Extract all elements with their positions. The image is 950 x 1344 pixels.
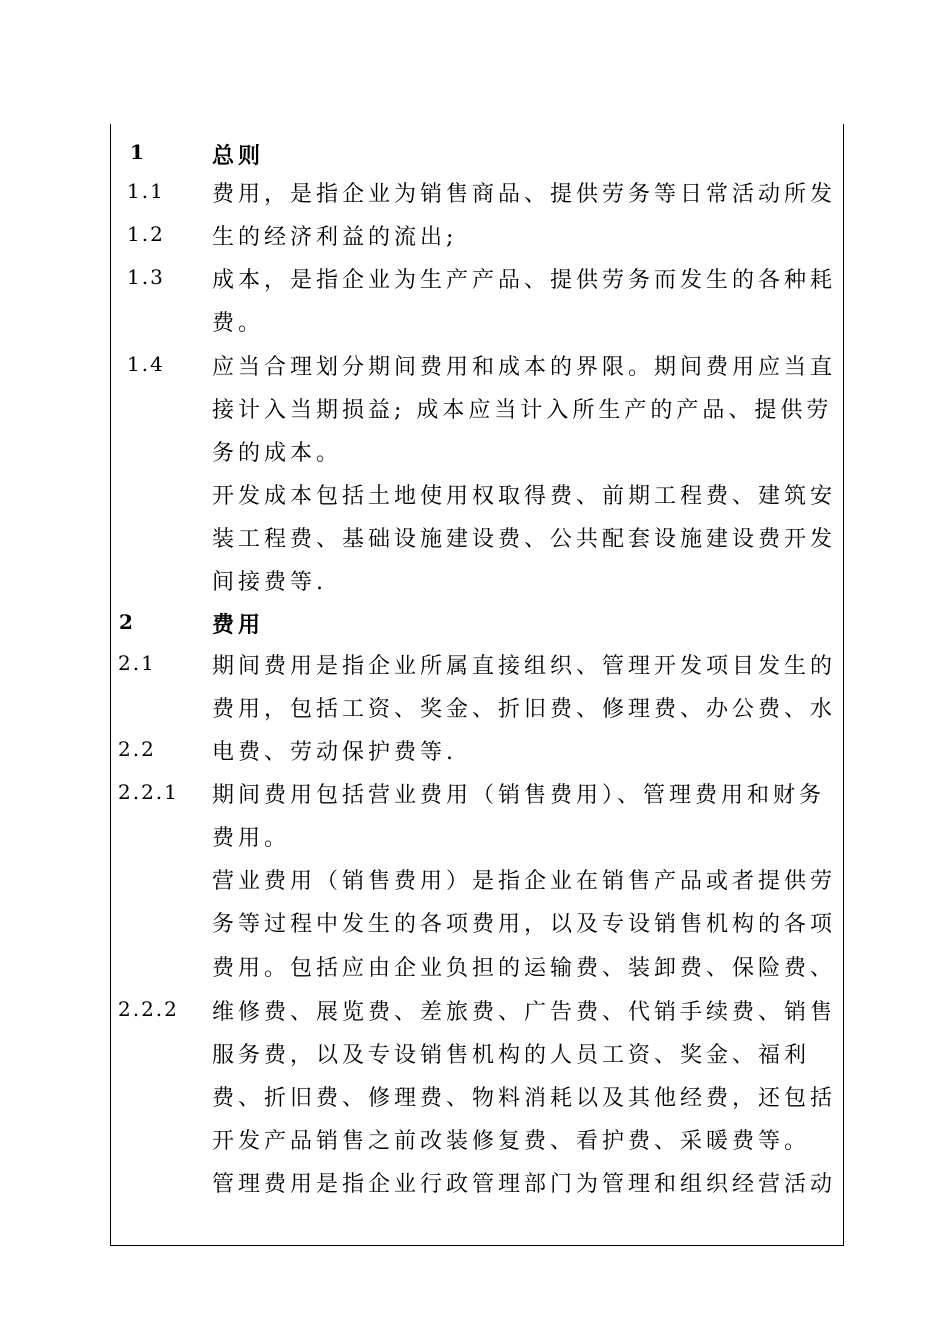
text-line: 费用，是指企业为销售商品、提供劳务等日常活动所发	[212, 182, 837, 207]
section-number: 2.1	[118, 651, 156, 675]
section-number: 1.1	[127, 179, 165, 203]
heading-expenses: 费用	[212, 612, 265, 638]
text-line: 务等过程中发生的各项费用，以及专设销售机构的各项	[212, 912, 837, 937]
text-line: 接计入当期损益; 成本应当计入所生产的产品、提供劳	[212, 398, 833, 423]
text-line: 开发产品销售之前改装修复费、看护费、采暖费等。	[212, 1129, 811, 1154]
text-line: 间接费等.	[212, 570, 327, 595]
text-line: 装工程费、基础设施建设费、公共配套设施建设费开发	[212, 527, 837, 552]
text-line: 应当合理划分期间费用和成本的界限。期间费用应当直	[212, 355, 837, 380]
section-number: 2.2.1	[118, 780, 179, 804]
text-line: 营业费用（销售费用）是指企业在销售产品或者提供劳	[212, 869, 837, 894]
text-line: 费用。包括应由企业负担的运输费、装卸费、保险费、	[212, 956, 837, 981]
text-line: 期间费用是指企业所属直接组织、管理开发项目发生的	[212, 654, 837, 679]
heading-general: 总则	[212, 143, 265, 169]
text-line: 生的经济利益的流出;	[212, 225, 458, 250]
text-line: 费用，包括工资、奖金、折旧费、修理费、办公费、水	[212, 697, 837, 722]
text-line: 服务费，以及专设销售机构的人员工资、奖金、福利	[212, 1043, 811, 1068]
text-line: 费。	[212, 311, 265, 336]
text-line: 管理费用是指企业行政管理部门为管理和组织经营活动	[212, 1172, 837, 1197]
text-line: 维修费、展览费、差旅费、广告费、代销手续费、销售	[212, 1000, 837, 1025]
text-line: 开发成本包括土地使用权取得费、前期工程费、建筑安	[212, 484, 837, 509]
section-number: 1.4	[127, 352, 165, 376]
section-number: 2.2	[118, 737, 156, 761]
text-line: 务的成本。	[212, 441, 343, 466]
text-line: 费、折旧费、修理费、物料消耗以及其他经费，还包括	[212, 1086, 837, 1111]
text-line: 期间费用包括营业费用（销售费用）、管理费用和财务	[212, 783, 826, 808]
section-number: 1	[130, 140, 146, 164]
section-number: 1.2	[127, 222, 165, 246]
text-line: 费用。	[212, 826, 291, 851]
text-line: 电费、劳动保护费等.	[212, 740, 457, 765]
text-line: 成本，是指企业为生产产品、提供劳务而发生的各种耗	[212, 268, 837, 293]
section-number: 1.3	[127, 265, 165, 289]
section-number: 2	[119, 610, 135, 634]
section-number: 2.2.2	[118, 997, 179, 1021]
